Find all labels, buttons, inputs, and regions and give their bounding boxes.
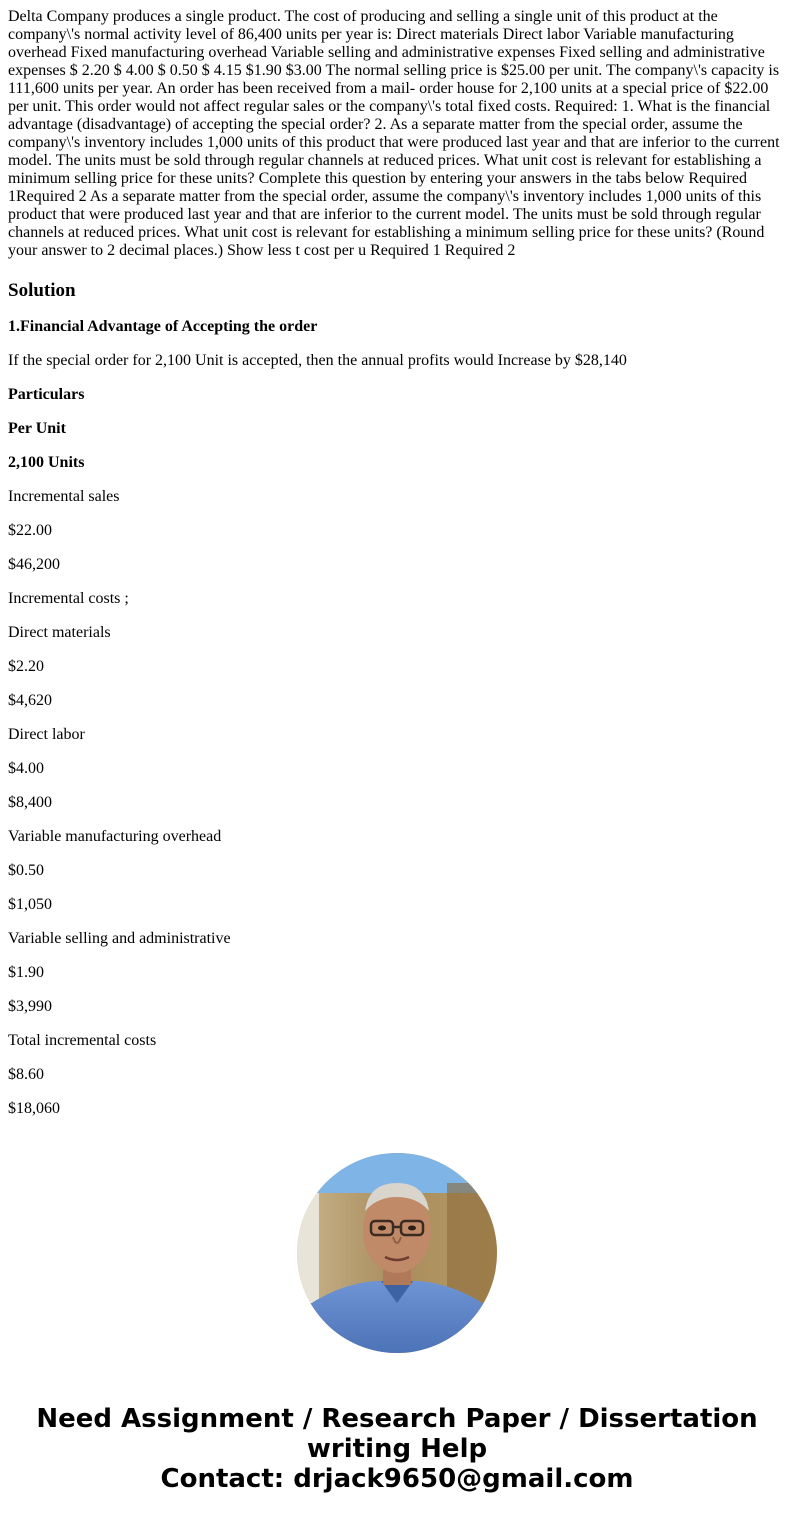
column-header-particulars: Particulars xyxy=(8,386,85,403)
line-item: $2.20 xyxy=(8,658,44,675)
line-item: $3,990 xyxy=(8,998,52,1015)
question-text: Delta Company produces a single product. The cost of producing and selling a single unit of this product at the company\'s normal activity level of 86,400 units per year is: Direct materials Direct labor Variable manufacturing overhead Fixed manufacturing overhead Variable selling and administrative expenses Fixed selling and administrative expenses $ 2.20 $ 4.00 $ 0.50 $ 4.15 $1.90 $3.00 The normal selling price is $25.00 per unit. The company\'s capacity is 111,600 units per year. An order has been received from a mail- order house for 2,100 units at a special price of $22.00 per unit. This order would not affect regular sales or the company\'s total fixed costs. Required: 1. What is the financial advantage (disadvantage) of accepting the special order? 2. As a separate matter from the special order, assume the company\'s inventory includes 1,000 units of this product that were produced last year and that are inferior to the current model. The units must be sold through regular channels at reduced prices. What unit cost is relevant for establishing a minimum selling price for these units? Complete this question by entering your answers in the tabs below Required 1Required 2 As a separate matter from the special order, assume the company\'s inventory includes 1,000 units of this product that were produced last year and that are inferior to the current model. The units must be sold through regular channels at reduced prices. What unit cost is relevant for establishing a minimum selling price for these units? (Round your answer to 2 decimal places.) Show less t cost per u Required 1 Required 2 xyxy=(8,8,780,259)
line-item: $1.90 xyxy=(8,964,44,981)
column-header-total-units: 2,100 Units xyxy=(8,454,85,471)
line-item: $8,400 xyxy=(8,794,52,811)
promo-contact-line: Contact: drjack9650@gmail.com xyxy=(160,1464,634,1494)
line-item: $18,060 xyxy=(8,1100,60,1117)
line-item: Direct materials xyxy=(8,624,111,641)
line-item: $22.00 xyxy=(8,522,52,539)
line-item: Incremental sales xyxy=(8,488,120,505)
line-item: Total incremental costs xyxy=(8,1032,157,1049)
promo-line-2: writing Help xyxy=(306,1434,488,1464)
line-item: Variable manufacturing overhead xyxy=(8,828,222,845)
author-avatar xyxy=(297,1153,497,1353)
line-item: Incremental costs ; xyxy=(8,590,129,607)
solution-subheading: 1.Financial Advantage of Accepting the order xyxy=(8,318,318,335)
line-item: Direct labor xyxy=(8,726,85,743)
line-item: $4,620 xyxy=(8,692,52,709)
line-item: $4.00 xyxy=(8,760,44,777)
line-item: $8.60 xyxy=(8,1066,44,1083)
promo-footer xyxy=(0,1404,794,1494)
author-portrait-image xyxy=(297,1153,497,1353)
column-header-per-unit: Per Unit xyxy=(8,420,66,437)
solution-summary: If the special order for 2,100 Unit is accepted, then the annual profits would Increase by $28,140 xyxy=(8,352,627,369)
promo-line-1: Need Assignment / Research Paper / Dissertation xyxy=(36,1404,758,1434)
line-item: $46,200 xyxy=(8,556,60,573)
solution-heading: Solution xyxy=(8,280,76,301)
line-item: $0.50 xyxy=(8,862,44,879)
line-item: Variable selling and administrative xyxy=(8,930,231,947)
line-item: $1,050 xyxy=(8,896,52,913)
